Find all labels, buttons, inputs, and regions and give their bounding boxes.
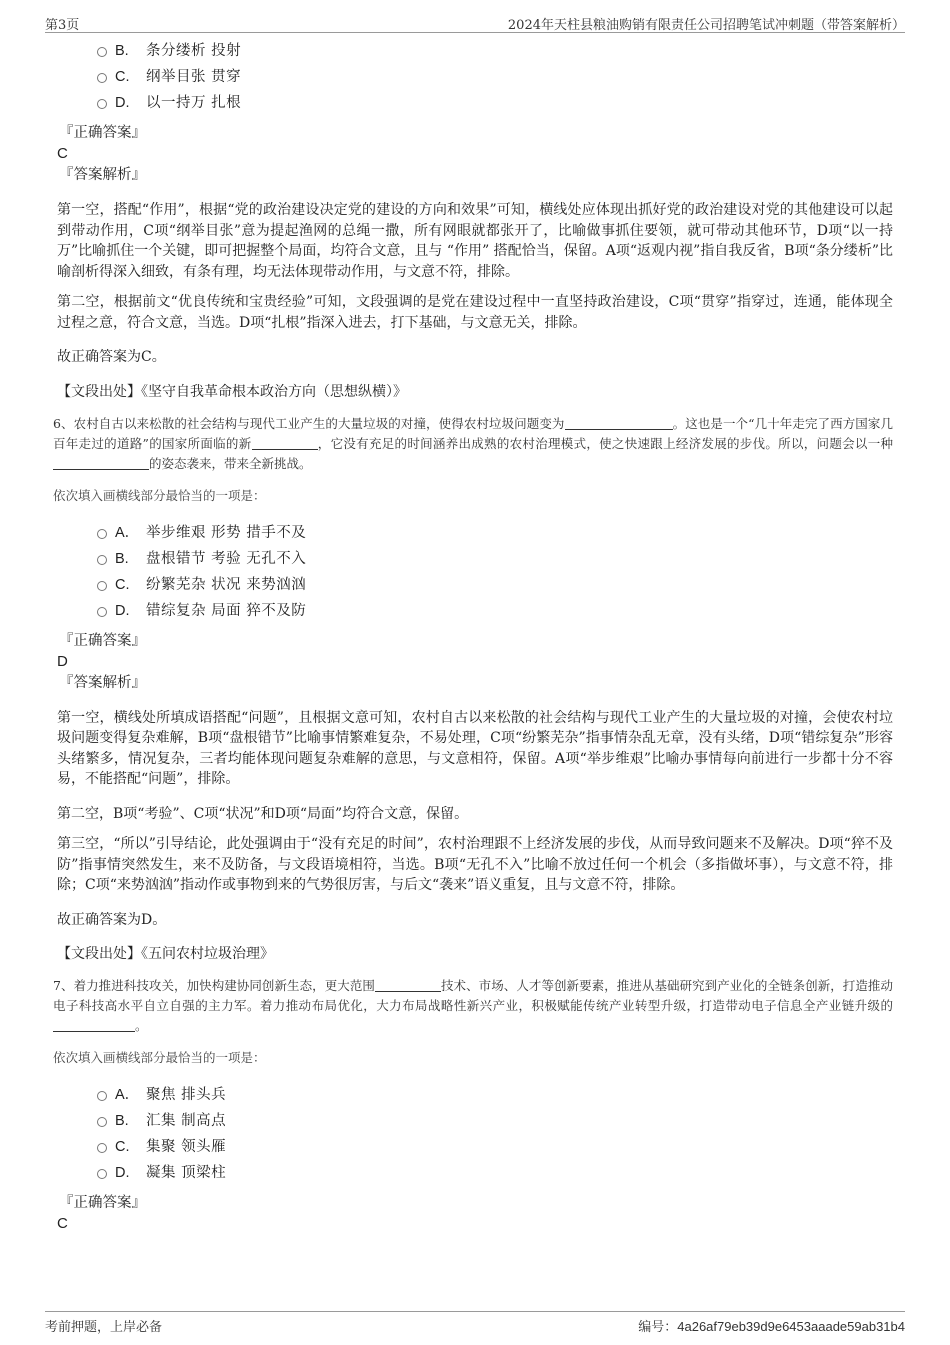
fill-blank [252, 435, 318, 450]
q6-option-c[interactable]: C. 纷繁芜杂 状况 来势汹汹 [97, 572, 893, 598]
q6-conclusion: 故正确答案为D。 [57, 911, 167, 928]
radio-icon[interactable] [97, 47, 107, 57]
radio-icon[interactable] [97, 1091, 107, 1101]
q5-analysis-label: 『答案解析』 [59, 167, 146, 183]
q7-options [57, 1082, 893, 1186]
q5-options [57, 38, 893, 116]
fill-blank [565, 415, 673, 430]
radio-icon[interactable] [97, 607, 107, 617]
footer-slogan: 考前押题，上岸必备 [45, 1320, 163, 1335]
q5-analysis-paragraph: 第二空，根据前文“优良传统和宝贵经验”可知，文段强调的是党在建设过程中一直坚持政治建设，C项“贯穿”指穿过，连通，能体现全过程之意，符合文意，当选。D项“扎根”指深入进去，打下基础，与文意无关，排除。 [57, 294, 893, 331]
q6-source: 【文段出处】《五问农村垃圾治理》 [57, 946, 274, 962]
document-id-code: 4a26af79eb39d9e6453aaade59ab31b4 [677, 1319, 905, 1334]
q7-option-c[interactable]: C. 集聚 领头雁 [97, 1134, 893, 1160]
q7-option-d[interactable]: D. 凝集 顶梁柱 [97, 1160, 893, 1186]
q7-option-b[interactable]: B. 汇集 制高点 [97, 1108, 893, 1134]
q6-analysis-paragraph: 第二空，B项“考验”、C项“状况”和D项“局面”均符合文意，保留。 [57, 805, 469, 822]
q6-answer-label: 『正确答案』 [59, 632, 146, 649]
radio-icon[interactable] [97, 1143, 107, 1153]
q7-option-a[interactable]: A． 聚焦 排头兵 [97, 1082, 893, 1108]
q5-option-b[interactable]: B. 条分缕析 投射 [97, 38, 893, 64]
document-id [638, 1316, 905, 1335]
q7-stem: 7、着力推进科技攻关，加快构建协同创新生态，更大范围 技术、市场、人才等创新要素，推进从基础研究到产业化的全链条创新，打造推动电子科技高水平自立自强的主力军。着力推动布局优化，大力布局战略性新兴产业，积极赋能传统产业转型升级，打造带动电子信息全产业链升级的。 [53, 978, 893, 1033]
q7-instruction: 依次填入画横线部分最恰当的一项是： [53, 1050, 266, 1065]
page-footer [45, 1311, 905, 1336]
q7-answer: C [57, 1215, 68, 1232]
page-number: 第3页 [45, 18, 80, 33]
q6-instruction: 依次填入画横线部分最恰当的一项是： [53, 487, 266, 503]
q5-conclusion: 故正确答案为C。 [57, 349, 166, 365]
radio-icon[interactable] [97, 555, 107, 565]
radio-icon[interactable] [97, 1169, 107, 1179]
q6-option-a[interactable]: A． 举步维艰 形势 措手不及 [97, 520, 893, 546]
q6-option-b[interactable]: B. 盘根错节 考验 无孔不入 [97, 546, 893, 572]
q5-answer-label: 『正确答案』 [59, 125, 146, 141]
document-id-label: 编号： [638, 1320, 678, 1335]
fill-blank [375, 977, 441, 992]
q6-analysis-label: 『答案解析』 [59, 674, 146, 691]
q5-option-d[interactable]: D. 以一持万 扎根 [97, 90, 893, 116]
q6-analysis-paragraph: 第三空，“所以”引导结论，此处强调由于“没有充足的时间”，农村治理跟不上经济发展的步伐，从而导致问题来不及解决。D项“猝不及防”指事情突然发生，来不及防备，与文段语境相符，当选。B项“无孔不入”比喻不放过任何一个机会（多指做坏事），与文意不符，排除；C项“来势汹汹”指动作或事物到来的气势很厉害，与后文“袭来”语义重复，且与文意不符，排除。 [57, 836, 893, 893]
q5-analysis-paragraph: 第一空，搭配“作用”，根据“党的政治建设决定党的建设的方向和效果”可知，横线处应体现出抓好党的政治建设对党的其他建设可以起到带动作用，C项“纲举目张”意为提起渔网的总绳一撒，所有网眼就都张开了，比喻做事抓住要领，就可带动其他环节，D项“以一持万”比喻抓住一个关键，即可把握整个局面，均符合文意，且与 “作用” 搭配恰当，保留。A项“返观内视”指自我反省，B项“条分缕析”比喻剖析得深入细致，有条有理，均无法体现带动作用，与文意不符，排除。 [57, 202, 893, 280]
q6-analysis-paragraph: 第一空，横线处所填成语搭配“问题”，且根据文意可知，农村自古以来松散的社会结构与现代工业产生的大量垃圾的对撞，会使农村垃圾问题变得复杂难解，B项“盘根错节”比喻事情繁难复杂，不易处理，C项“纷繁芜杂”指事情杂乱无章，没有头绪，D项“错综复杂”形容头绪繁多，情况复杂，三者均能体现问题复杂难解的意思，与文意相符，保留。A项“举步维艰”比喻办事情每向前进行一步都十分不容易，不能搭配“问题”，排除。 [57, 709, 893, 787]
document-title: 2024年天柱县粮油购销有限责任公司招聘笔试冲刺题（带答案解析） [507, 18, 905, 33]
q6-stem: 6、农村自古以来松散的社会结构与现代工业产生的大量垃圾的对撞，使得农村垃圾问题变为 。这也是一个“几十年走完了西方国家几百年走过的道路”的国家所面临的新 ，它没有充足的时间涵养出成熟的农村治理模式，使之快速跟上经济发展的步伐。所以，问题会以一种的姿态袭来，带来全新挑战。 [53, 415, 893, 471]
radio-icon[interactable] [97, 529, 107, 539]
q7-answer-label: 『正确答案』 [59, 1195, 146, 1211]
fill-blank [53, 1017, 135, 1032]
document-body [53, 38, 893, 1234]
q6-option-d[interactable]: D. 错综复杂 局面 猝不及防 [97, 598, 893, 624]
q5-option-c[interactable]: C. 纲举目张 贯穿 [97, 64, 893, 90]
q6-answer: D [57, 652, 68, 670]
radio-icon[interactable] [97, 1117, 107, 1127]
page-header [45, 12, 905, 33]
q5-source: 【文段出处】《坚守自我革命根本政治方向（思想纵横）》 [57, 383, 407, 400]
radio-icon[interactable] [97, 73, 107, 83]
q5-answer: C [57, 145, 68, 162]
radio-icon[interactable] [97, 581, 107, 591]
fill-blank [53, 455, 149, 470]
q6-options [57, 520, 893, 624]
radio-icon[interactable] [97, 99, 107, 109]
